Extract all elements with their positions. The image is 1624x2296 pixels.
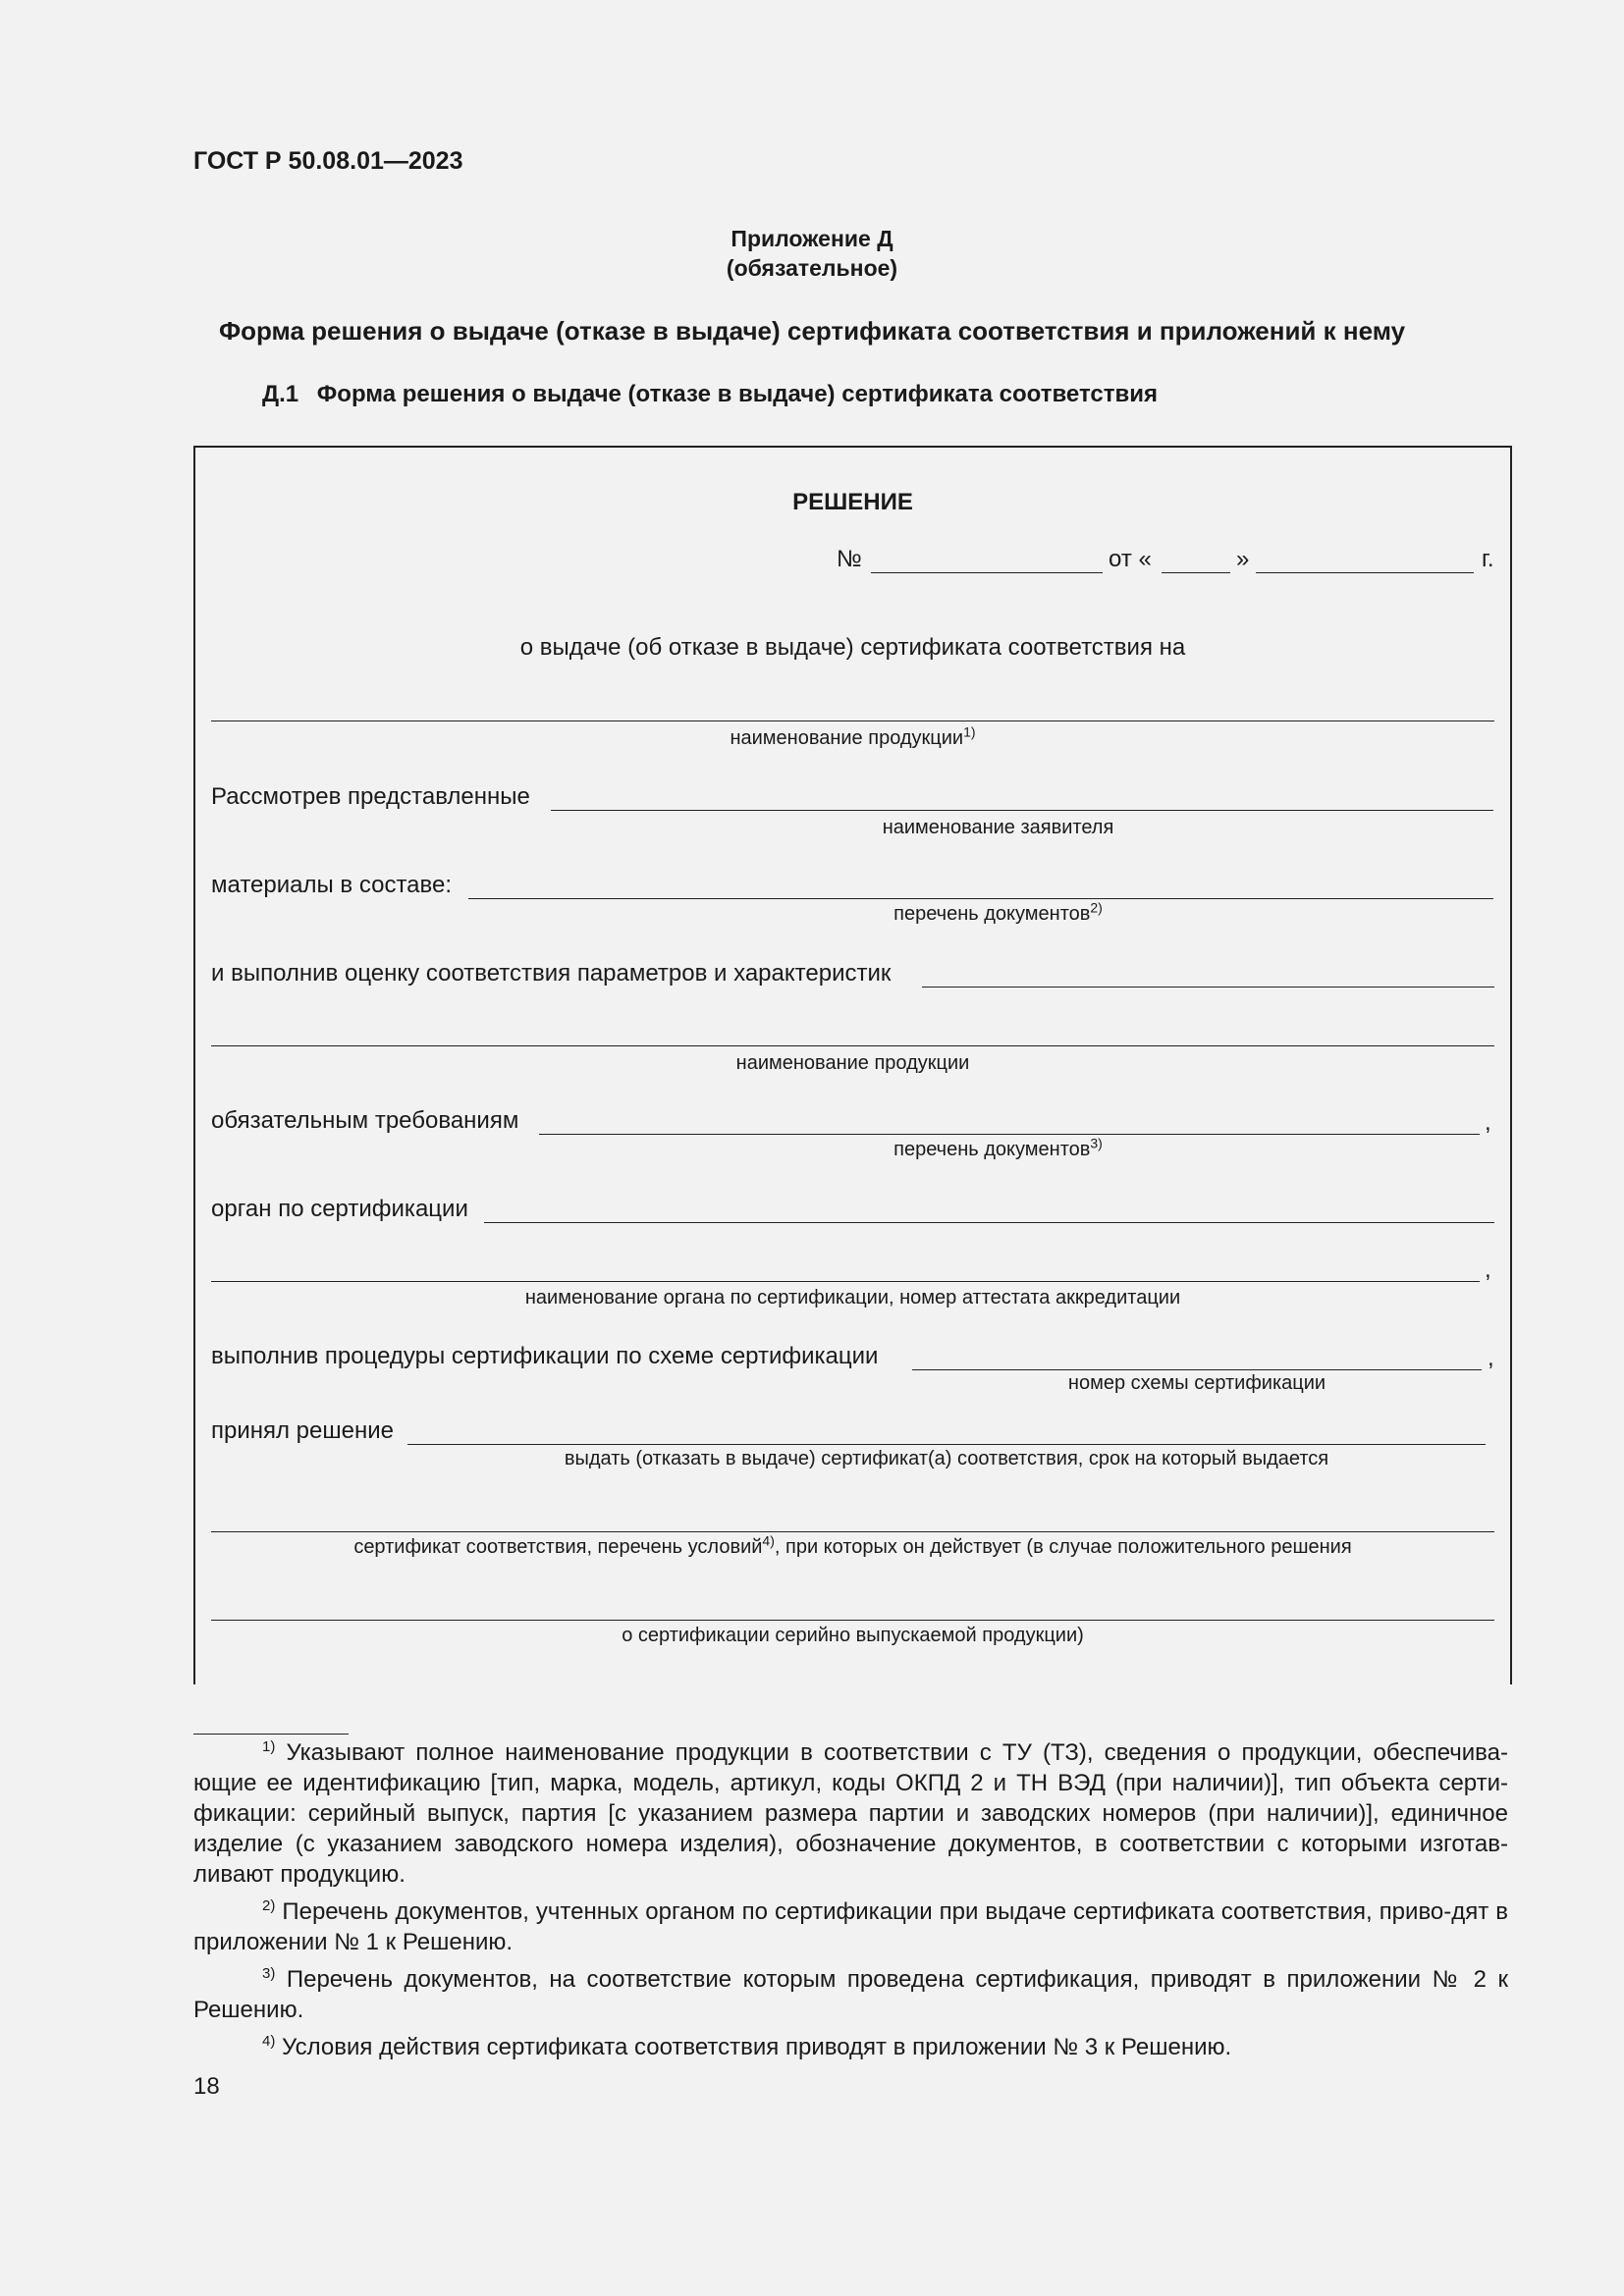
date-from-label: от «	[1109, 546, 1152, 572]
serial-production-caption: о сертификации серийно выпускаемой продукции)	[622, 1625, 1084, 1646]
documents-caption: перечень документов$^{2)}$	[893, 899, 1103, 925]
cert-body-comma: ,	[1485, 1256, 1491, 1283]
scheme-caption: номер схемы сертификации	[1067, 1372, 1326, 1394]
year-suffix: г.	[1482, 546, 1494, 572]
cert-body-label: орган по сертификации	[211, 1196, 468, 1222]
footnote-separator	[193, 1734, 349, 1735]
applicant-caption: наименование заявителя	[882, 817, 1114, 838]
product-name-caption: наименование продукции$^{1)}$	[730, 723, 976, 749]
considered-label: Рассмотрев представленные	[211, 783, 530, 810]
assessment-label: и выполнив оценку соответствия параметров и характеристик	[211, 960, 892, 987]
close-quote: »	[1236, 546, 1250, 572]
cert-body-caption: наименование органа по сертификации, номер аттестата аккредитации	[524, 1287, 1181, 1308]
product-name-caption-2: наименование продукции	[735, 1052, 970, 1074]
assessment-field[interactable]	[922, 987, 1494, 988]
materials-label: материалы в составе:	[211, 872, 453, 898]
footnote-ref-1: 1)	[963, 723, 976, 740]
footnote-ref-3: 3)	[1090, 1135, 1103, 1151]
requirements-comma: ,	[1485, 1109, 1491, 1136]
subsection-title: Форма решения о выдаче (отказе в выдаче) сертификата соответствия	[316, 381, 1158, 407]
number-field[interactable]	[871, 572, 1103, 573]
number-sign: №	[837, 546, 862, 572]
applicant-field[interactable]	[551, 810, 1493, 811]
decision-form-frame	[193, 446, 1512, 1684]
cert-body-field-2[interactable]	[211, 1281, 1480, 1282]
page-number: 18	[193, 2073, 220, 2100]
decision-field[interactable]	[407, 1444, 1486, 1445]
conditions-field[interactable]	[211, 1531, 1494, 1532]
appendix-status: (обязательное)	[726, 255, 898, 281]
month-year-field[interactable]	[1256, 572, 1474, 573]
day-field[interactable]	[1162, 572, 1230, 573]
footnote-1: $^{1)}$ Указывают полное наименование продукции в соответствии с ТУ (ТЗ), сведения о продукции, обеспечива-ющие ее идентификацию [тип, марка, модель, артикул, коды ОКПД 2 и ТН ВЭД (при наличии)], тип объекта серти-фикации: серийный выпуск, партия [с указанием размера партии и заводских номеров (при наличии)], единичное изделие (с указанием заводского номера изделия), обозначение документов, в соответствии с которыми изготав-ливают продукцию.	[193, 1738, 1508, 1888]
footnote-ref-2: 2)	[1090, 899, 1103, 916]
decision-caption: выдать (отказать в выдаче) сертификат(а) соответствия, срок на который выдается	[564, 1448, 1329, 1469]
document-code: ГОСТ Р 50.08.01—2023	[193, 147, 463, 175]
product-name-field-2[interactable]	[211, 1045, 1494, 1046]
cert-body-field[interactable]	[484, 1222, 1494, 1223]
materials-field[interactable]	[468, 898, 1493, 899]
footnote-4: $^{4)}$ Условия действия сертификата соответствия приводят в приложении № 3 к Решению.	[262, 2033, 1232, 2060]
conditions-field-2[interactable]	[211, 1620, 1494, 1621]
subsection-number: Д.1	[262, 381, 299, 407]
scheme-field[interactable]	[912, 1369, 1482, 1370]
subsection-heading	[262, 381, 1158, 408]
decision-label: принял решение	[211, 1417, 394, 1444]
documents-caption-2: перечень документов$^{3)}$	[893, 1135, 1103, 1160]
decision-heading: РЕШЕНИЕ	[792, 489, 913, 515]
appendix-heading	[0, 224, 1624, 283]
procedures-label: выполнив процедуры сертификации по схеме сертификации	[211, 1343, 879, 1369]
decision-subject: о выдаче (об отказе в выдаче) сертификата соответствия на	[519, 634, 1186, 661]
footnote-ref-4: 4)	[762, 1532, 775, 1549]
requirements-field[interactable]	[539, 1134, 1480, 1135]
footnote-2: $^{2)}$ Перечень документов, учтенных органом по сертификации при выдаче сертификата соответствия, приво-дят в приложении № 1 к Решению.	[193, 1897, 1509, 1955]
scheme-comma: ,	[1488, 1345, 1494, 1371]
appendix-title: Приложение Д	[731, 226, 893, 251]
requirements-label: обязательным требованиям	[211, 1107, 519, 1134]
form-title: Форма решения о выдаче (отказе в выдаче) сертификата соответствия и приложений к нему	[218, 316, 1406, 346]
footnote-3: $^{3)}$ Перечень документов, на соответствие которым проведена сертификация, приводят в приложении № 2 к Решению.	[193, 1965, 1508, 2023]
conditions-caption: сертификат соответствия, перечень условий$^{4)}$, при которых он действует (в случае положительного решения	[353, 1532, 1352, 1558]
